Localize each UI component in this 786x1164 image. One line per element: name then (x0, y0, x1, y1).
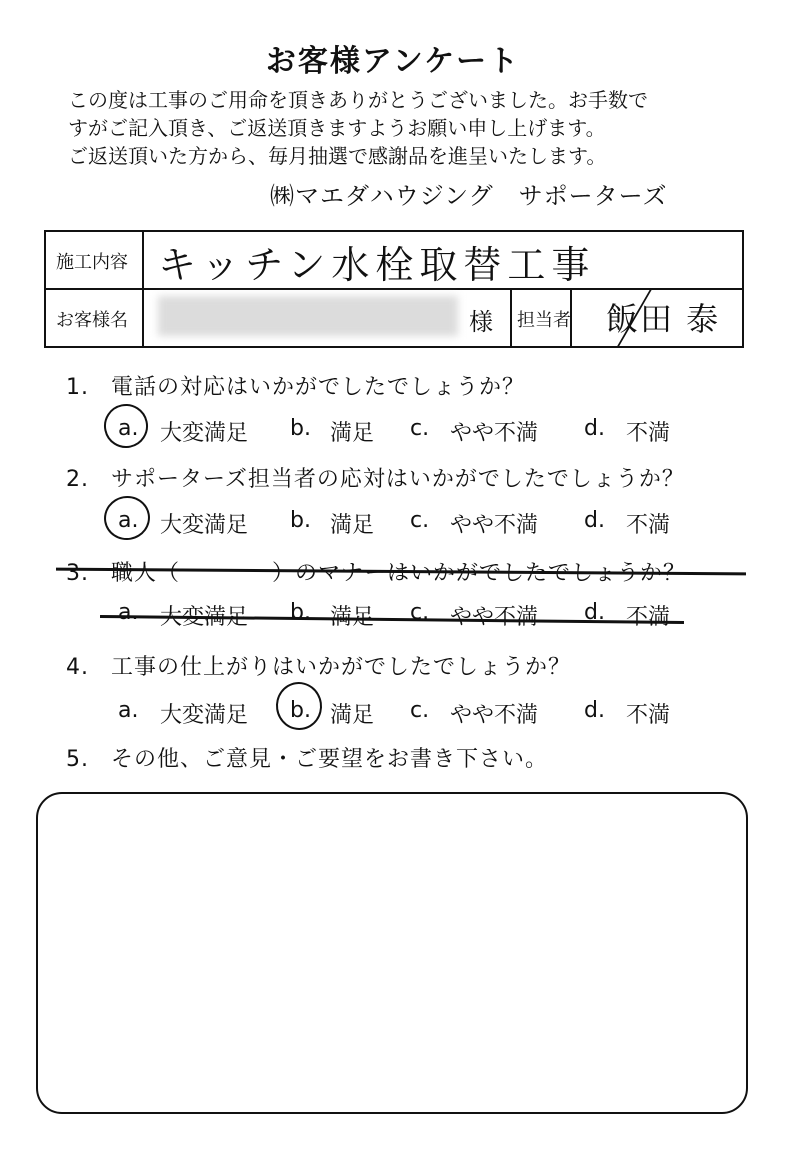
company-name: ㈱マエダハウジング サポーターズ (270, 182, 668, 210)
question-number: 4. (66, 655, 89, 680)
work-label: 施工内容 (56, 252, 128, 273)
table-col-divider (142, 232, 144, 346)
selection-circle (273, 679, 325, 733)
option-d-label: 不満 (626, 703, 671, 728)
option-a-label: 大変満足 (160, 703, 249, 728)
question-2 (66, 462, 685, 493)
comment-box[interactable] (36, 792, 748, 1114)
selection-circle (101, 492, 154, 543)
option-b-label: 満足 (330, 421, 375, 446)
option-d[interactable]: d. (584, 508, 605, 533)
option-c-label: やや不満 (450, 421, 539, 446)
option-d-label: 不満 (626, 421, 671, 446)
option-a[interactable]: a. (118, 698, 139, 723)
staff-label: 担当者 (517, 310, 571, 331)
option-b-label: 満足 (330, 605, 375, 630)
option-c[interactable]: c. (410, 508, 430, 533)
option-b[interactable]: b. (290, 600, 311, 625)
selection-circle (100, 400, 152, 452)
intro-line-3: ご返送頂いた方から、毎月抽選で感謝品を進呈いたします。 (68, 144, 607, 168)
question-number: 1. (66, 375, 89, 400)
work-value[interactable]: キッチン水栓取替工事 (158, 243, 596, 287)
question-4 (66, 650, 571, 681)
intro-line-2: すがご記入頂き、ご返送頂きますようお願い申し上げます。 (68, 116, 606, 140)
question-5 (66, 742, 548, 773)
intro-line-1: この度は工事のご用命を頂きありがとうございました。お手数で (68, 88, 648, 112)
option-b-label: 満足 (330, 513, 375, 538)
question-text: サポーターズ担当者の応対はいかがでしたでしょうか？ (111, 467, 685, 492)
option-a-label: 大変満足 (160, 421, 249, 446)
option-c[interactable]: c. (410, 600, 430, 625)
option-c-label: やや不満 (450, 703, 539, 728)
option-d[interactable]: d. (584, 698, 605, 723)
option-a-label: 大変満足 (160, 513, 249, 538)
option-a-label: 大変満足 (160, 605, 249, 630)
info-table (44, 230, 744, 348)
staff-value[interactable]: 飯田 泰 (606, 300, 721, 338)
option-c[interactable]: c. (410, 416, 430, 441)
option-c[interactable]: c. (410, 698, 430, 723)
option-c-label: やや不満 (450, 513, 539, 538)
option-b-label: 満足 (330, 703, 375, 728)
option-b[interactable]: b. (290, 698, 311, 723)
question-number: 3. (66, 561, 89, 586)
question-text: その他、ご意見・ご要望をお書き下さい。 (111, 747, 549, 772)
option-a[interactable]: a. (118, 600, 139, 625)
question-number: 5. (66, 747, 89, 772)
customer-label: お客様名 (56, 310, 128, 331)
option-b[interactable]: b. (290, 508, 311, 533)
question-1 (66, 370, 525, 401)
table-col-divider (510, 288, 512, 346)
option-b[interactable]: b. (290, 416, 311, 441)
question-number: 2. (66, 467, 89, 492)
customer-name-redacted[interactable] (158, 296, 458, 336)
option-d-label: 不満 (626, 605, 671, 630)
question-text: 職人（ ）のマナーはいかがでしたでしょうか？ (111, 561, 687, 586)
option-a[interactable]: a. (118, 508, 139, 533)
customer-suffix: 様 (469, 308, 493, 336)
option-d-label: 不満 (626, 513, 671, 538)
page-title: お客様アンケート (265, 44, 521, 79)
option-d[interactable]: d. (584, 600, 605, 625)
option-c-label: やや不満 (450, 605, 539, 630)
option-a[interactable]: a. (118, 416, 139, 441)
question-text: 電話の対応はいかがでしたでしょうか？ (111, 375, 526, 400)
option-d[interactable]: d. (584, 416, 605, 441)
question-text: 工事の仕上がりはいかがでしたでしょうか？ (111, 655, 572, 680)
